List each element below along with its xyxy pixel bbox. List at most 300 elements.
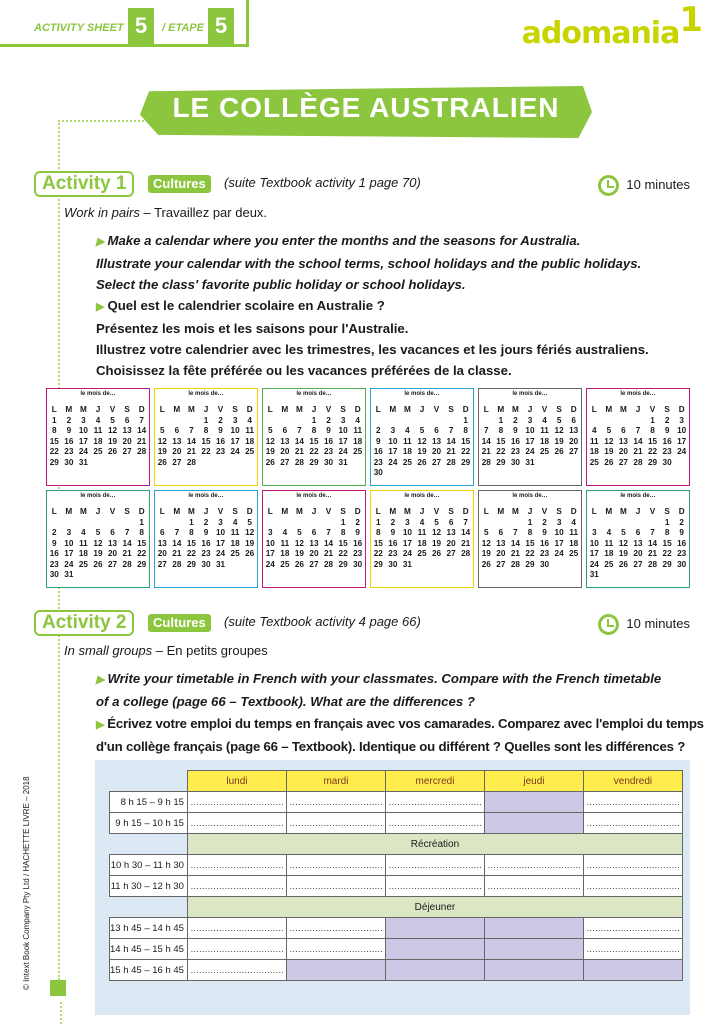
day-cell [242,458,257,469]
day-cell: 26 [245,549,255,558]
lesson-cell[interactable]: …………………………… [583,813,682,834]
lesson-cell[interactable]: …………………………… [187,918,286,939]
day-cell: 12 [554,426,564,435]
day-cell: 10 [589,538,599,548]
day-cell [292,416,307,427]
day-cell: 14 [186,436,196,446]
day-cell: 8 [527,528,533,537]
activity2-fr-instructions [96,713,704,757]
lesson-cell[interactable] [385,939,484,960]
lesson-cell[interactable]: …………………………… [583,939,682,960]
weekday-header: L [483,405,489,414]
day-cell [602,518,617,529]
fr-line: d'un collège français (page 66 – Textbook). Identique ou différent ? Quelles sont les différences ? [96,739,686,754]
break-spacer [110,834,188,855]
day-cell: 11 [93,426,103,435]
day-cell: 6 [434,426,439,435]
month-calendar [370,490,474,588]
weekday-header: L [51,405,57,414]
day-cell: 14 [446,436,456,446]
day-cell [645,570,660,581]
day-cell [602,416,617,427]
weekday-header: M [403,507,411,516]
lesson-cell[interactable] [286,960,385,981]
day-cell: 2 [390,517,396,527]
day-cell [552,458,567,469]
day-cell: 30 [662,457,672,467]
lesson-cell[interactable]: …………………………… [385,855,484,876]
month-title: le mois de… [512,391,548,397]
activity1-fr-instructions [96,295,649,381]
day-cell: 30 [353,559,363,569]
day-cell: 17 [78,436,88,446]
day-cell: 7 [513,528,518,537]
day-cell: 10 [388,436,398,446]
day-cell: 16 [373,447,383,456]
day-cell: 6 [282,426,288,435]
day-cell: 13 [107,538,118,548]
lesson-cell[interactable]: …………………………… [286,855,385,876]
lesson-cell[interactable]: …………………………… [187,792,286,813]
weekday-header: S [124,507,130,516]
day-cell: 13 [280,436,290,446]
lesson-cell[interactable]: …………………………… [385,792,484,813]
lesson-cell[interactable]: …………………………… [187,813,286,834]
activity2-suite: (suite Textbook activity 4 page 66) [224,614,421,629]
day-cell: 1 [311,415,317,425]
day-cell: 22 [461,447,471,456]
day-cell: 27 [157,559,167,569]
lesson-cell[interactable] [484,960,583,981]
day-cell: 13 [633,538,643,548]
activity1-mode-en: Work in pairs [64,205,140,220]
weekday-header: M [79,507,87,516]
day-cell: 2 [52,528,57,537]
day-cell: 22 [137,549,147,558]
day-cell: 17 [677,436,687,446]
day-cell: 16 [662,436,672,446]
day-cell: 24 [677,447,687,456]
day-cell: 22 [49,447,59,456]
activity2-en-instructions [96,668,661,712]
day-cell [91,458,106,469]
day-cell: 5 [484,528,489,537]
day-cell [400,468,415,479]
month-days-table [47,405,149,468]
day-cell [91,518,106,529]
day-cell [386,416,401,427]
day-cell: 2 [513,415,518,425]
day-cell [415,468,430,479]
day-cell: 14 [647,538,658,548]
day-cell [120,570,135,581]
weekday-header: M [497,507,505,516]
day-cell: 21 [510,549,520,558]
day-cell: 12 [157,436,167,446]
day-cell: 21 [122,549,132,558]
day-cell: 1 [203,415,209,425]
day-cell: 27 [172,457,182,467]
day-cell: 26 [107,447,118,456]
day-cell: 30 [201,559,211,569]
day-cell: 1 [139,517,144,527]
lesson-cell[interactable]: …………………………… [187,876,286,897]
day-cell: 5 [297,528,302,537]
day-cell: 20 [122,436,132,446]
day-cell: 17 [215,538,226,548]
lesson-cell[interactable] [385,918,484,939]
day-cell: 28 [647,559,658,569]
activity-sheet-header [0,0,250,48]
day-cell [321,518,336,529]
day-cell: 3 [340,415,346,425]
day-cell: 20 [633,549,643,558]
day-cell: 19 [618,549,628,558]
weekday-header: J [311,507,317,516]
lesson-cell[interactable]: …………………………… [484,855,583,876]
lesson-cell[interactable]: …………………………… [286,918,385,939]
day-cell: 21 [647,549,658,558]
day-cell: 12 [417,436,427,446]
lesson-cell[interactable]: …………………………… [187,939,286,960]
day-cell: 6 [174,426,180,435]
day-cell: 9 [355,528,360,537]
day-cell [444,416,459,427]
weekday-header: D [570,507,577,516]
day-cell: 18 [417,538,427,548]
day-cell: 25 [417,549,427,558]
day-cell: 26 [554,447,564,456]
day-cell [400,416,415,427]
day-cell: 18 [589,447,599,456]
lesson-cell[interactable]: …………………………… [286,939,385,960]
day-cell [458,560,473,571]
weekday-header: L [375,507,381,516]
day-cell: 23 [677,549,687,558]
day-cell: 19 [604,447,614,456]
lesson-cell[interactable] [484,813,583,834]
day-cell: 28 [633,457,643,467]
day-cell [458,468,473,479]
weekday-header: J [419,405,425,414]
weekday-header: D [354,405,361,414]
day-cell: 6 [621,426,626,435]
activity1-suite: (suite Textbook activity 1 page 70) [224,175,421,190]
day-cell: 6 [311,528,317,537]
day-cell: 23 [373,457,383,467]
day-cell: 28 [446,457,456,467]
day-cell: 14 [461,528,471,537]
activity1-en-instructions [96,230,641,295]
day-cell: 3 [390,426,396,435]
day-cell: 8 [498,426,504,435]
weekday-header: L [267,507,273,516]
day-cell [508,518,523,529]
day-cell: 29 [662,559,672,569]
day-cell: 4 [81,528,86,537]
lesson-cell[interactable]: …………………………… [286,813,385,834]
day-cell: 31 [589,570,599,579]
lesson-cell[interactable]: …………………………… [583,855,682,876]
day-cell: 15 [647,436,658,446]
weekday-header: S [556,405,562,414]
weekday-header: V [433,507,440,516]
day-cell: 18 [569,538,579,548]
day-cell: 28 [186,457,196,467]
day-cell: 2 [66,415,72,425]
day-cell: 8 [189,528,194,537]
day-cell: 29 [525,559,535,569]
day-cell [105,458,120,469]
day-cell: 30 [539,559,550,569]
day-cell: 23 [215,447,226,456]
day-cell: 7 [189,426,194,435]
day-cell: 3 [66,528,72,537]
day-cell [242,560,257,571]
weekday-header: S [664,507,670,516]
day-cell: 24 [265,559,275,569]
day-cell: 11 [569,528,579,537]
day-cell: 20 [446,538,456,548]
day-cell: 1 [527,517,533,527]
day-cell: 20 [431,447,442,456]
page-title: LE COLLÈGE AUSTRALIEN [172,92,560,123]
day-cell: 4 [247,415,252,425]
en-line: Illustrate your calendar with the school terms, school holidays and the public holidays. [96,256,642,271]
lesson-cell[interactable]: …………………………… [484,876,583,897]
day-cell [631,416,646,427]
day-cell: 1 [664,517,670,527]
weekday-header: M [173,507,181,516]
day-cell: 21 [633,447,643,456]
day-cell: 9 [218,426,223,435]
weekday-header: J [419,507,425,516]
day-cell: 19 [245,538,255,548]
lesson-cell[interactable]: …………………………… [187,960,286,981]
header-rule-vertical [246,0,249,47]
day-cell [278,416,293,427]
weekday-header: J [203,405,209,414]
day-cell [155,518,170,529]
break-row: Déjeuner [187,897,682,918]
day-cell: 29 [373,559,383,569]
day-cell [631,570,646,581]
lesson-cell[interactable]: …………………………… [286,876,385,897]
lesson-cell[interactable]: …………………………… [583,876,682,897]
day-header: mardi [286,771,385,792]
lesson-cell[interactable] [583,960,682,981]
weekday-header: D [678,507,685,516]
day-cell: 30 [323,457,334,467]
weekday-header: L [591,405,597,414]
day-cell: 27 [633,559,643,569]
day-cell: 9 [390,528,396,537]
weekday-header: D [138,405,145,414]
weekday-header: J [95,507,101,516]
lesson-cell[interactable]: …………………………… [385,813,484,834]
month-calendar [586,490,690,588]
day-cell [444,468,459,479]
month-days-table [587,507,689,581]
arrow-icon: ▶ [96,236,105,248]
day-cell: 5 [160,426,165,435]
day-cell: 9 [203,528,209,537]
month-days-table [587,405,689,468]
month-title: le mois de… [620,391,656,397]
day-cell: 11 [417,528,427,537]
day-cell: 3 [232,415,238,425]
day-cell: 8 [650,426,655,435]
day-cell [228,458,243,469]
day-cell: 16 [215,436,226,446]
day-cell: 19 [481,549,491,558]
day-cell: 9 [326,426,331,435]
lesson-cell[interactable]: …………………………… [385,876,484,897]
day-cell: 15 [461,436,471,446]
day-cell: 20 [309,549,319,558]
day-cell [415,560,430,571]
lesson-cell[interactable] [385,960,484,981]
day-cell: 19 [93,549,103,558]
day-cell [674,458,689,469]
day-cell [494,518,509,529]
day-cell: 21 [137,436,147,446]
day-cell: 19 [107,436,118,446]
day-cell: 6 [635,528,641,537]
day-cell: 20 [280,447,290,456]
day-cell: 2 [679,517,684,527]
day-cell: 26 [431,549,442,558]
day-cell: 9 [513,426,518,435]
day-cell [120,518,135,529]
weekday-header: M [295,507,303,516]
time-slot: 8 h 15 – 9 h 15 [110,792,188,813]
day-cell: 9 [664,426,670,435]
day-cell: 7 [139,415,144,425]
day-cell: 8 [52,426,57,435]
arrow-icon: ▶ [96,301,105,313]
day-cell: 11 [589,436,599,446]
dotted-border-top [58,120,148,122]
lesson-cell[interactable]: …………………………… [286,792,385,813]
day-cell: 21 [172,549,182,558]
day-cell: 29 [496,457,506,467]
day-cell: 10 [525,426,535,435]
corner-marker [50,980,66,996]
day-cell: 26 [417,457,427,467]
day-cell: 11 [540,426,549,435]
day-cell: 28 [481,457,491,467]
day-cell: 30 [49,570,59,579]
sheet-number: 5 [128,8,154,44]
day-cell: 1 [650,415,655,425]
day-cell: 28 [323,559,334,569]
lesson-cell[interactable]: …………………………… [583,918,682,939]
day-cell [263,518,278,529]
weekday-header: V [541,405,548,414]
weekday-header: M [605,507,613,516]
weekday-header: D [462,507,469,516]
day-cell: 27 [309,559,319,569]
weekday-header: L [159,507,165,516]
day-cell: 12 [294,538,304,548]
day-cell: 9 [542,528,547,537]
day-cell: 24 [215,549,226,558]
day-cell: 18 [539,436,550,446]
day-cell: 5 [419,426,425,435]
fr-line: Illustrez votre calendrier avec les trimestres, les vacances et les jours fériés australiens. [96,342,649,357]
day-cell: 18 [402,447,412,456]
day-cell [537,458,552,469]
month-days-table [371,405,473,479]
day-cell: 13 [496,538,506,548]
day-cell [415,416,430,427]
weekday-header: L [267,405,273,414]
weekday-header: D [246,507,253,516]
weekday-header: M [65,405,73,414]
weekday-header: J [635,405,641,414]
day-cell: 6 [110,528,115,537]
weekday-header: J [311,405,317,414]
day-cell: 11 [403,436,412,446]
time-slot: 11 h 30 – 12 h 30 [110,876,188,897]
weekday-header: V [541,507,548,516]
month-title: le mois de… [512,493,548,499]
day-cell: 14 [122,538,132,548]
lesson-cell[interactable]: …………………………… [187,855,286,876]
day-cell: 13 [157,538,167,548]
day-cell: 7 [326,528,331,537]
day-cell [444,560,459,571]
day-cell: 16 [388,538,398,548]
day-cell: 29 [186,559,196,569]
month-days-table [371,507,473,570]
day-cell: 28 [510,559,520,569]
day-cell: 7 [484,426,489,435]
day-cell: 11 [245,426,255,435]
day-cell: 27 [107,559,118,569]
weekday-header: D [570,405,577,414]
weekday-header: M [65,507,73,516]
weekday-header: M [619,507,627,516]
lesson-cell[interactable]: …………………………… [583,792,682,813]
break-row: Récréation [187,834,682,855]
weekday-header: M [79,405,87,414]
timetable [109,770,683,981]
month-calendar [478,388,582,486]
day-cell: 26 [157,457,167,467]
day-cell: 7 [635,426,641,435]
day-cell [47,518,62,529]
weekday-header: S [124,405,130,414]
day-cell: 27 [618,457,628,467]
day-cell: 2 [203,517,209,527]
day-cell [76,518,91,529]
day-cell: 25 [93,447,103,456]
lesson-cell[interactable] [484,939,583,960]
day-cell [184,416,199,427]
day-cell: 22 [373,549,383,558]
lesson-cell[interactable] [484,792,583,813]
day-cell: 4 [355,415,360,425]
day-cell: 14 [323,538,334,548]
day-cell: 24 [78,447,88,456]
lesson-cell[interactable] [484,918,583,939]
day-cell: 16 [49,549,59,558]
day-cell: 21 [461,538,471,548]
day-cell: 18 [280,549,290,558]
day-cell: 23 [64,447,74,456]
